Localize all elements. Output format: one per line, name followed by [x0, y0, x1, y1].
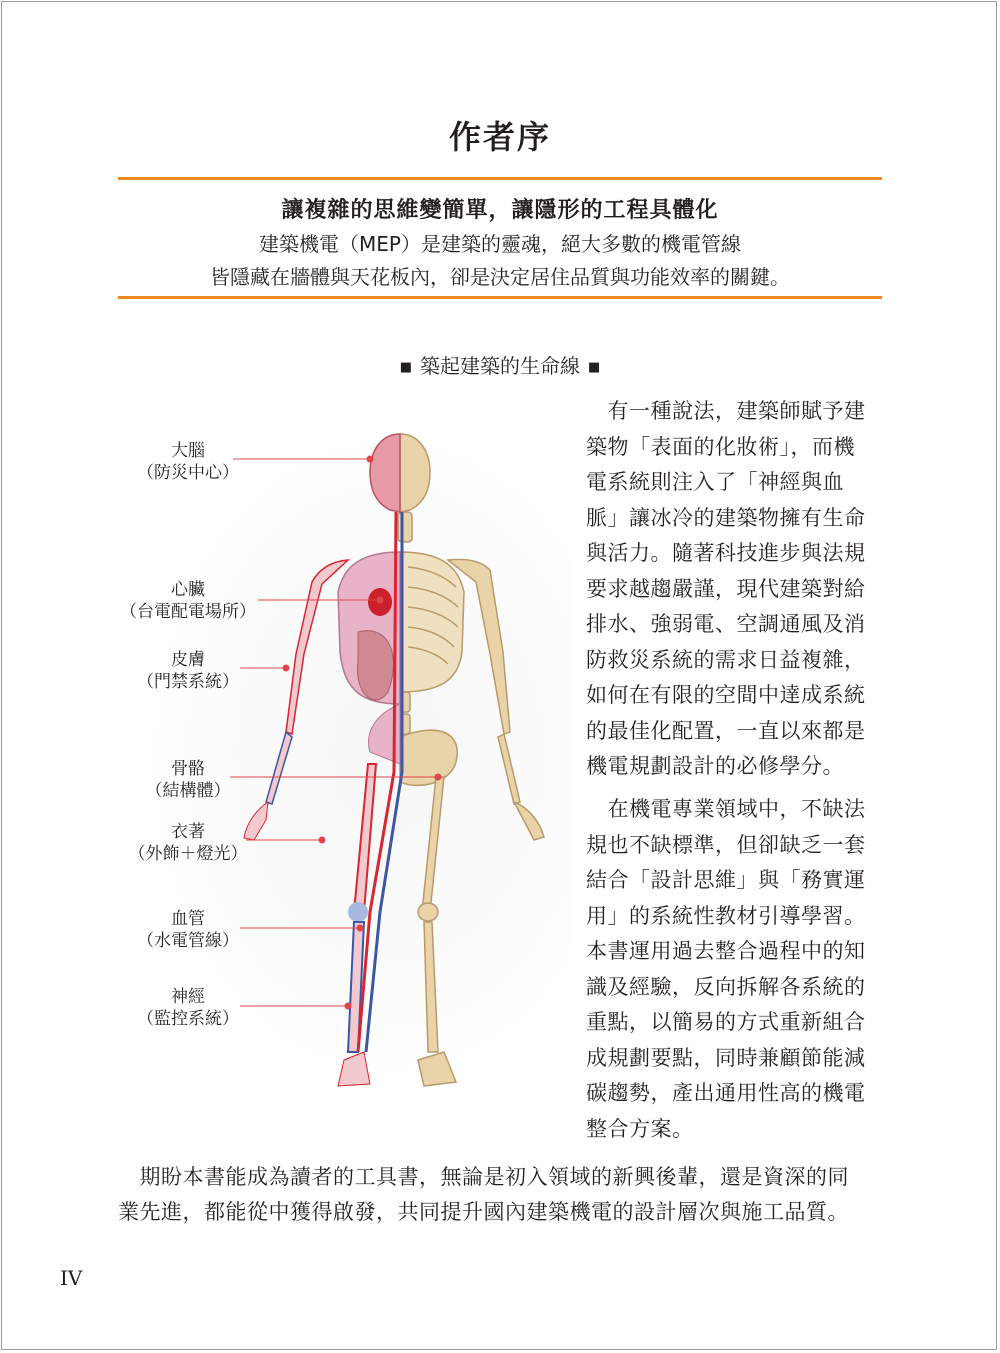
text-line: 脈」讓冰冷的建築物擁有生命 — [586, 505, 866, 530]
text-line: 業先進，都能從中獲得啟發，共同提升國內建築機電的設計層次與施工品質。 — [118, 1200, 849, 1224]
label-note: （台電配電場所） — [120, 602, 256, 622]
label-name: 大腦 — [171, 441, 205, 461]
text-line: 築物「表面的化妝術」，而機 — [586, 434, 855, 459]
headline-bottom-rule — [118, 296, 882, 299]
text-line: 在機電專業領域中，不缺法 — [586, 797, 866, 821]
skeleton-icon — [398, 434, 544, 1086]
text-line: 有一種說法，建築師賦予建 — [586, 399, 866, 423]
text-line: 要求越趨嚴謹，現代建築對給 — [586, 576, 866, 601]
page-number: IV — [60, 1266, 83, 1290]
text-line: 成規劃要點，同時兼顧節能減 — [586, 1045, 866, 1070]
label-note: （外飾＋燈光） — [128, 844, 248, 864]
page-title: 作者序 — [448, 118, 551, 156]
text-line: 規也不缺標準，但卻缺乏一套 — [586, 832, 866, 857]
figure-label-clothing — [118, 821, 258, 865]
figure-label-heart — [118, 579, 258, 623]
text-line: 防救災系統的需求日益複雜， — [586, 647, 866, 672]
label-note: （結構體） — [145, 781, 231, 801]
square-bullet-icon: ■ — [399, 360, 412, 375]
lead-text — [0, 228, 1000, 294]
text-line: 碳趨勢，產出通用性高的機電 — [586, 1081, 866, 1105]
label-name: 神經 — [171, 987, 205, 1007]
figure-label-nerves — [118, 986, 258, 1030]
text-line: 重點，以簡易的方式重新組合 — [586, 1010, 866, 1034]
text-line: 結合「設計思維」與「務實運 — [586, 868, 866, 892]
text-line: 本書運用過去整合過程中的知 — [586, 939, 866, 963]
body-paragraph-2 — [586, 792, 886, 1147]
text-line: 如何在有限的空間中達成系統 — [586, 683, 866, 707]
anatomy-figure — [118, 392, 570, 1120]
square-bullet-icon: ■ — [588, 360, 601, 375]
label-note: （防災中心） — [137, 463, 239, 483]
section-heading — [0, 350, 1000, 379]
text-line: 電系統則注入了「神經與血 — [586, 470, 844, 494]
figure-label-skin — [118, 649, 258, 693]
body-paragraph-1 — [586, 394, 886, 785]
text-line: 與活力。隨著科技進步與法規 — [586, 541, 866, 565]
figure-label-vessels — [118, 908, 258, 952]
text-line: 機電規劃設計的必修學分。 — [586, 754, 844, 778]
section-heading-text: 築起建築的生命線 — [420, 354, 580, 378]
lead-line: 建築機電（MEP）是建築的靈魂，絕大多數的機電管線 — [259, 232, 741, 256]
label-name: 皮膚 — [171, 650, 205, 670]
label-name: 骨骼 — [171, 759, 205, 779]
label-note: （監控系統） — [137, 1009, 239, 1029]
label-note: （水電管線） — [137, 931, 239, 951]
text-line: 識及經驗，反向拆解各系統的 — [586, 974, 866, 999]
text-line: 的最佳化配置，一直以來都是 — [586, 718, 866, 743]
closing-paragraph — [118, 1160, 888, 1230]
text-line: 整合方案。 — [586, 1116, 694, 1141]
label-name: 心臟 — [171, 580, 205, 600]
vascular-body-icon — [244, 434, 402, 1086]
headline: 讓複雜的思維變簡單，讓隱形的工程具體化 — [281, 198, 719, 223]
label-name: 衣著 — [171, 822, 205, 842]
label-note: （門禁系統） — [137, 672, 239, 692]
lead-line: 皆隱藏在牆體與天花板內，卻是決定居住品質與功能效率的關鍵。 — [210, 265, 790, 289]
label-name: 血管 — [171, 909, 205, 929]
figure-label-brain — [118, 440, 258, 484]
text-line: 用」的系統性教材引導學習。 — [586, 903, 866, 928]
text-line: 期盼本書能成為讀者的工具書，無論是初入領域的新興後輩，還是資深的同 — [118, 1165, 849, 1189]
text-line: 排水、強弱電、空調通風及消 — [586, 612, 866, 636]
figure-label-bones — [118, 758, 258, 802]
headline-top-rule — [118, 177, 882, 180]
